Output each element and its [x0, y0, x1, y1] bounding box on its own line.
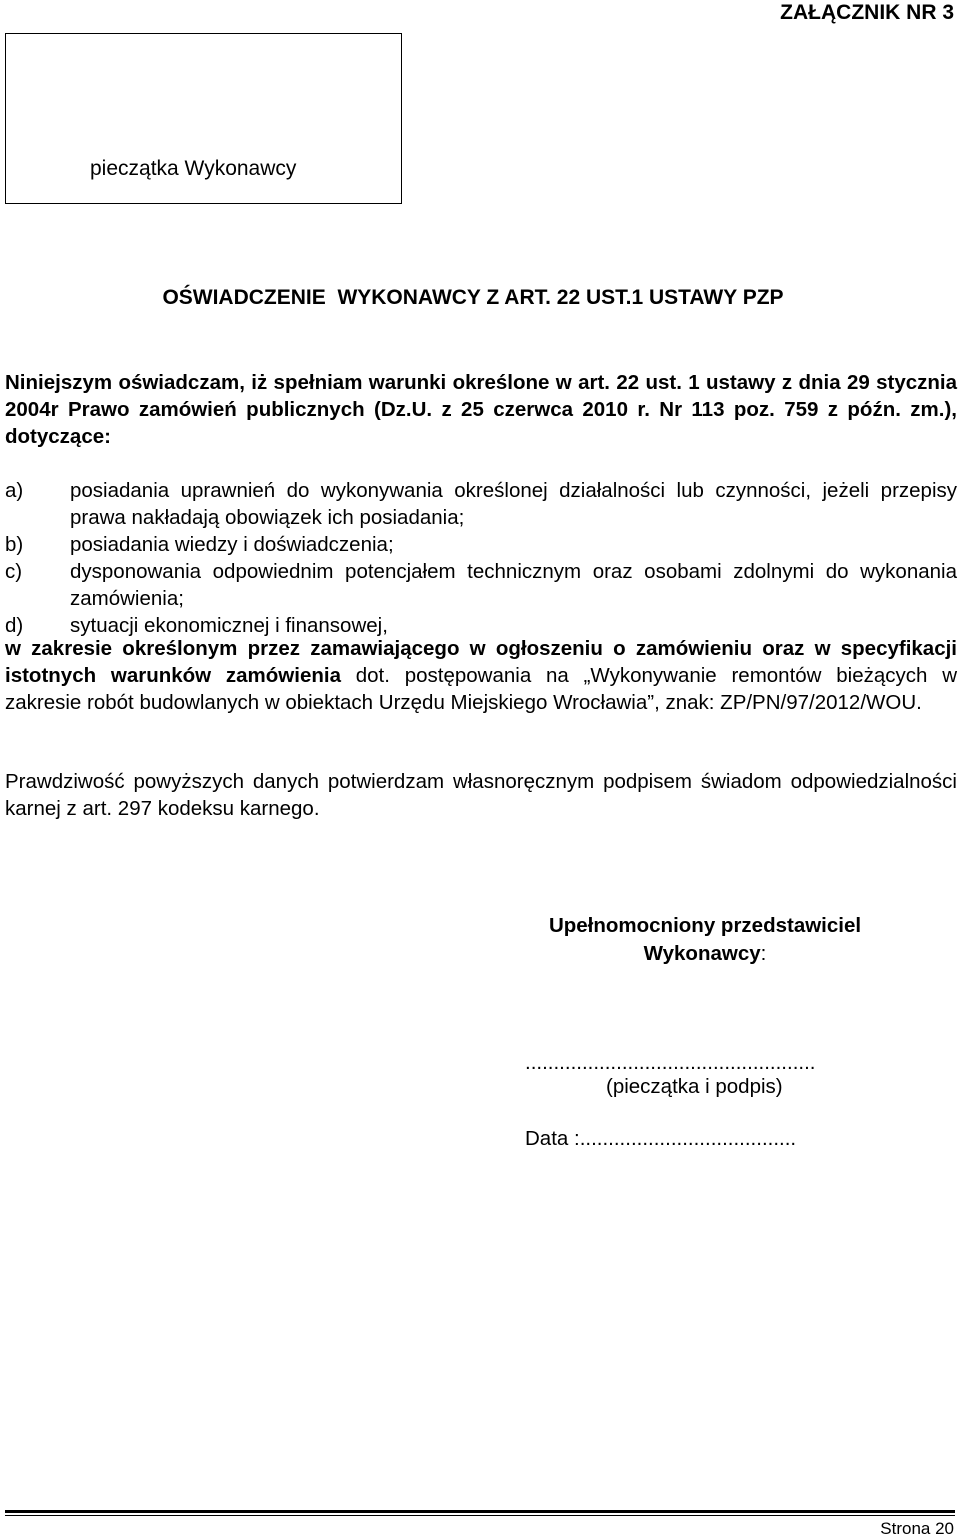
scope-bold-text: w zakresie określonym przez zamawiającego w ogłoszeniu o zamówieniu oraz w specyfikacji istotnych warunków zamówienia	[5, 637, 957, 687]
signature-title	[525, 912, 885, 968]
scope-normal-text: dot. postępowania na „Wykonywanie remontów bieżących w zakresie robót budowlanych w obiektach Urzędu Miejskiego Wrocławia”, znak: ZP/PN/97/2012/WOU.	[5, 664, 958, 714]
signature-title-line2: Wykonawcy	[643, 942, 761, 965]
intro-bold-tail: , dotyczące:	[5, 398, 957, 448]
condition-marker-b: b)	[5, 533, 24, 556]
page-number: Strona 20	[880, 1519, 954, 1538]
signature-title-line2-wrap	[525, 940, 885, 968]
condition-text-a: posiadania uprawnień do wykonywania określonej działalności lub czynności, jeżeli przepisy prawa nakładają obowiązek ich posiadania;	[70, 479, 957, 529]
condition-text-d: sytuacji ekonomicznej i finansowej,	[70, 614, 388, 637]
document-title: OŚWIADCZENIE WYKONAWCY Z ART. 22 UST.1 USTAWY PZP	[162, 286, 784, 309]
attachment-label: ZAŁĄCZNIK NR 3	[780, 1, 954, 24]
date-line: Data :......................................	[525, 1127, 797, 1150]
footer-rule-thin	[5, 1515, 955, 1516]
footer-rule-thick	[5, 1510, 955, 1513]
intro-paragraph	[5, 369, 957, 450]
condition-text-c: dysponowania odpowiednim potencjałem technicznym oraz osobami zdolnymi do wykonania zamówienia;	[70, 560, 957, 610]
contractor-stamp-box	[5, 33, 402, 204]
condition-item-a	[5, 477, 957, 531]
truth-statement: Prawdziwość powyższych danych potwierdzam własnoręcznym podpisem świadom odpowiedzialności karnej z art. 297 kodeksu karnego.	[5, 770, 957, 820]
intro-bold-text: Niniejszym oświadczam, iż spełniam warunki określone w art. 22 ust. 1 ustawy z dnia 29 stycznia 2004r Prawo zamówień publicznych (Dz.U. z 25 czerwca 2010 r. Nr 113 poz. 759 z późn. zm.)	[5, 371, 957, 421]
condition-marker-c: c)	[5, 560, 23, 583]
stamp-box-label: pieczątka Wykonawcy	[90, 157, 297, 180]
scope-paragraph	[5, 635, 957, 716]
condition-text-b: posiadania wiedzy i doświadczenia;	[70, 533, 394, 556]
condition-item-c	[5, 558, 957, 612]
condition-item-b	[5, 531, 957, 558]
signature-dotted-line: ...................................................	[525, 1051, 816, 1074]
conditions-list	[5, 477, 957, 639]
signature-caption: (pieczątka i podpis)	[606, 1075, 783, 1098]
condition-marker-a: a)	[5, 479, 24, 502]
signature-block	[525, 912, 885, 968]
signature-title-colon: :	[760, 942, 767, 965]
condition-marker-d: d)	[5, 614, 24, 637]
signature-title-line1: Upełnomocniony przedstawiciel	[548, 914, 862, 937]
